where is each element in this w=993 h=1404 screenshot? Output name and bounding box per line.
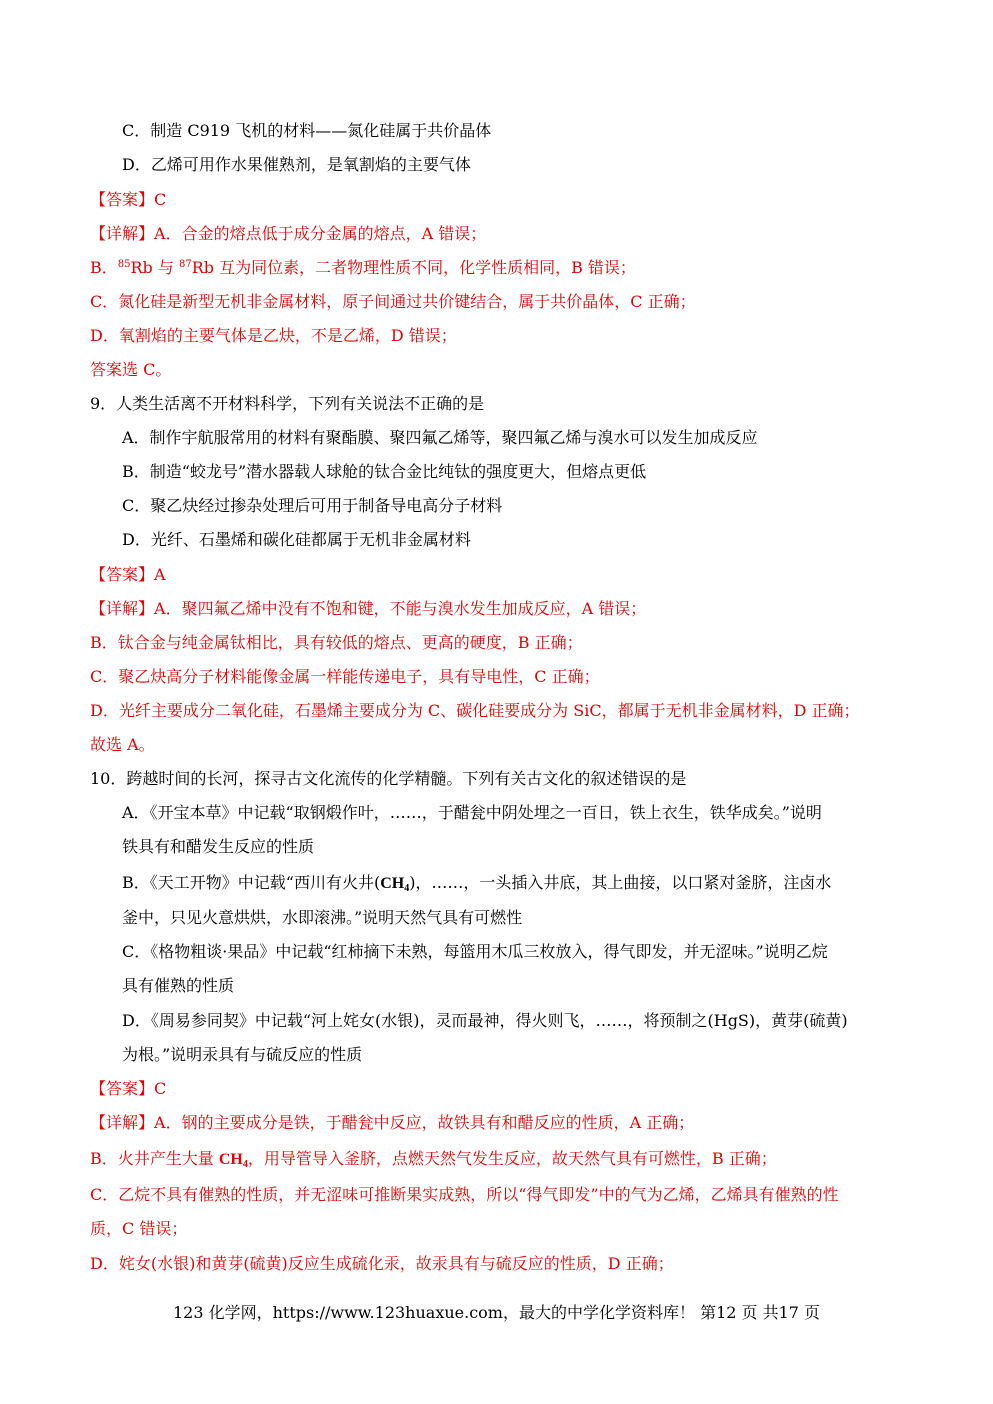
isotope-85-symbol: Rb 与	[130, 258, 179, 277]
detail-a-text: A．聚四氟乙烯中没有不饱和键，不能与溴水发生加成反应，A 错误；	[154, 599, 647, 618]
q8-detail-a	[90, 224, 486, 244]
option-b-text-2: )，……，一头插入井底，其上曲接，以口紧对釜脐，注卤水	[409, 873, 832, 892]
detail-b-rest: Rb 互为同位素，二者物理性质不同，化学性质相同，B 错误；	[191, 258, 636, 277]
q8-conclusion: 答案选 C。	[90, 360, 172, 379]
q10-detail-b	[90, 1149, 777, 1170]
q10-detail-a	[90, 1113, 694, 1133]
q9-detail-c: C．聚乙炔高分子材料能像金属一样能传递电子，具有导电性，C 正确；	[90, 667, 600, 686]
q10-option-a-line1: A．《开宝本草》中记载“取钢煅作叶，……，于醋瓮中阴处埋之一百日，铁上衣生，铁华成矣。”说明	[122, 803, 822, 822]
q10-option-a-line2: 铁具有和醋发生反应的性质	[122, 837, 315, 856]
detail-b-prefix: B．	[90, 258, 118, 277]
formula-subscript: 4	[242, 1159, 248, 1170]
q9-stem: 9．人类生活离不开材料科学，下列有关说法不正确的是	[90, 394, 485, 413]
isotope-87-mass: 87	[178, 259, 192, 270]
methane-formula	[380, 875, 409, 892]
q10-option-d-line1: D．《周易参同契》中记载“河上姹女(水银)，灵而最神，得火则飞，……，将预制之(HgS)，黄芽(硫黄)	[122, 1011, 848, 1030]
q10-option-b-line2: 釜中，只见火意烘烘，水即滚沸。”说明天然气具有可燃性	[122, 908, 523, 927]
formula-subscript: 4	[404, 883, 410, 894]
q9-conclusion: 故选 A。	[90, 735, 155, 754]
detail-tag: 【详解】	[90, 599, 155, 618]
q9-detail-a	[90, 599, 646, 619]
answer-value: A	[154, 565, 166, 584]
q9-option-c: C．聚乙炔经过掺杂处理后可用于制备导电高分子材料	[122, 496, 503, 515]
q9-detail-d: D．光纤主要成分二氧化硅，石墨烯主要成分为 C、碳化硅要成分为 SiC，都属于无机非金属材料，D 正确；	[90, 701, 860, 720]
formula-ch: CH	[380, 875, 405, 892]
q10-option-b-line1	[122, 873, 831, 894]
detail-a-text: A．钢的主要成分是铁，于醋瓮中反应，故铁具有和醋反应的性质，A 正确；	[154, 1113, 695, 1132]
q10-detail-d: D．姹女(水银)和黄芽(硫黄)反应生成硫化汞，故汞具有与硫反应的性质，D 正确；	[90, 1254, 674, 1273]
q9-detail-b: B．钛合金与纯金属钛相比，具有较低的熔点、更高的硬度，B 正确；	[90, 633, 583, 652]
q10-option-c-line2: 具有催熟的性质	[122, 976, 235, 995]
detail-b-text-2: ，用导管导入釜脐，点燃天然气发生反应，故天然气具有可燃性，B 正确；	[247, 1149, 777, 1168]
answer-tag: 【答案】	[90, 1079, 155, 1098]
methane-formula	[219, 1151, 248, 1168]
q9-answer	[90, 565, 166, 585]
q8-detail-d: D．氧割焰的主要气体是乙炔，不是乙烯，D 错误；	[90, 326, 457, 345]
isotope-85-mass: 85	[117, 259, 131, 270]
q10-answer	[90, 1079, 166, 1099]
q10-detail-c-line1: C．乙烷不具有催熟的性质，并无涩味可推断果实成熟，所以“得气即发”中的气为乙烯，乙烯具有催熟的性	[90, 1185, 839, 1204]
q8-detail-b	[90, 258, 636, 278]
page-footer: 123 化学网，https://www.123huaxue.com，最大的中学化学资料库！ 第12 页 共17 页	[172, 1303, 821, 1322]
q9-option-d: D．光纤、石墨烯和碳化硅都属于无机非金属材料	[122, 530, 471, 549]
formula-ch: CH	[218, 1151, 243, 1168]
q10-option-d-line2: 为根。”说明汞具有与硫反应的性质	[122, 1045, 363, 1064]
detail-a-text: A．合金的熔点低于成分金属的熔点，A 错误；	[154, 224, 487, 243]
option-b-text-1: B．《天工开物》中记载“西川有火井(	[122, 873, 381, 892]
q9-option-b: B．制造“蛟龙号”潜水器载人球舱的钛合金比纯钛的强度更大，但熔点更低	[122, 462, 647, 481]
q8-option-d: D．乙烯可用作水果催熟剂，是氧割焰的主要气体	[122, 155, 471, 174]
answer-value: C	[154, 190, 167, 209]
answer-tag: 【答案】	[90, 565, 155, 584]
q8-detail-c: C．氮化硅是新型无机非金属材料，原子间通过共价键结合，属于共价晶体，C 正确；	[90, 292, 696, 311]
detail-tag: 【详解】	[90, 224, 155, 243]
detail-b-text-1: B．火井产生大量	[90, 1149, 219, 1168]
q9-option-a: A．制作宇航服常用的材料有聚酯膜、聚四氟乙烯等，聚四氟乙烯与溴水可以发生加成反应	[122, 428, 758, 447]
answer-tag: 【答案】	[90, 190, 155, 209]
q8-answer	[90, 190, 166, 210]
q10-option-c-line1: C．《格物粗谈·果品》中记载“红柿摘下未熟，每篮用木瓜三枚放入，得气即发，并无涩味。”说明乙烷	[122, 942, 828, 961]
q10-detail-c-line2: 质，C 错误；	[90, 1219, 188, 1238]
answer-value: C	[154, 1079, 167, 1098]
q8-option-c: C．制造 C919 飞机的材料——氮化硅属于共价晶体	[122, 121, 492, 140]
detail-tag: 【详解】	[90, 1113, 155, 1132]
q10-stem: 10．跨越时间的长河，探寻古文化流传的化学精髓。下列有关古文化的叙述错误的是	[90, 769, 687, 788]
